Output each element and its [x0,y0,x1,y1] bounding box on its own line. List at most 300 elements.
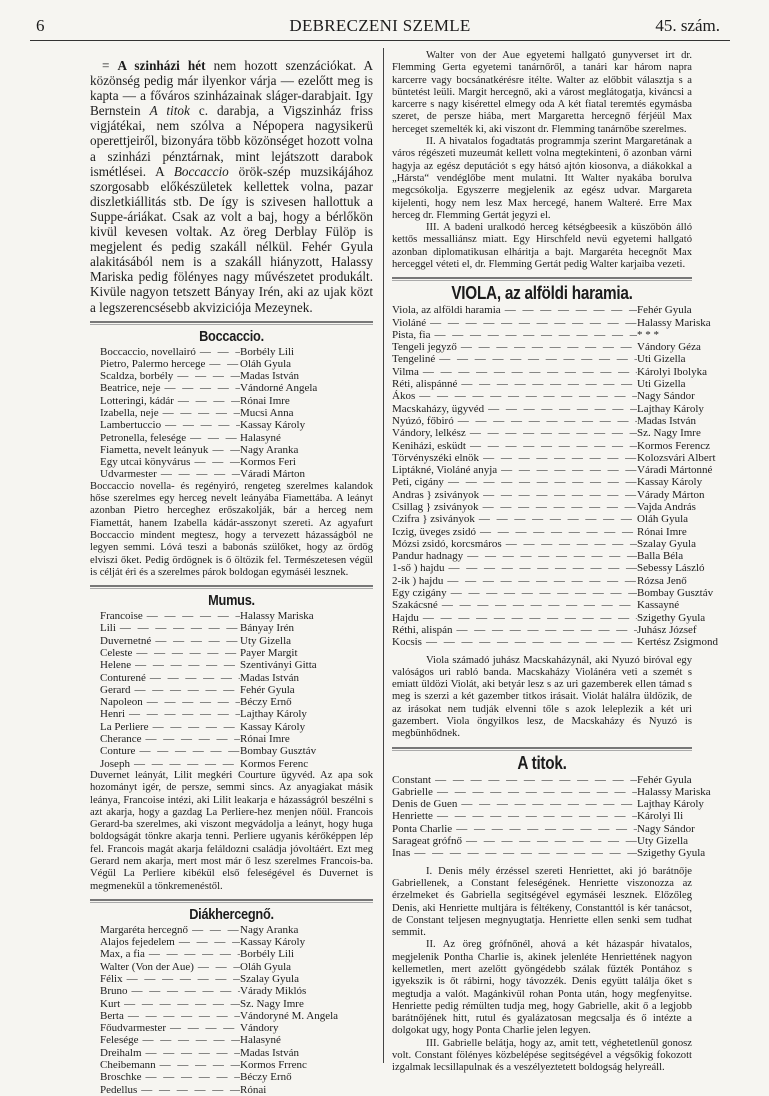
cast-actor: Kassay Károly [240,419,306,432]
cast-role-wrap [100,948,240,960]
leader-dashes [131,684,240,696]
right-column [392,50,718,1075]
leader-dashes [157,468,240,480]
cast-row [100,708,373,720]
viola-synopsis: Viola számadó juhász Macskaházynál, aki Nyuzó biróval egy valóságos uri rabló banda. Macskaházy Violánéra veti a szemét s emiatt üldözi Violát, aki betyár lesz s az uri gazemberek ellen támad s meg is szerzi a két gazember titkos irásait. Violát halálra üldözik, de az irásokat nem tudják elvenni tőle s azok leleplezik a két uri gazembert. Viola öngyilkos lesz, de Macskaházy és Nyuzó is megbünhődnek. [392,654,692,740]
cast-actor: Madas István [240,370,299,383]
diak-synopsis-act2: II. A hivatalos fogadtatás programmja szerint Margaretának a város régészeti muzeumát kellett volna megtekinteni, ő azonban várni hagyja az egész deputációt s egy hátsó ajtón kiosonva, a diákokkal a „Hársta“ vendéglőbe ment mulatni. Itt Walter nyakába borulva megcsókolja. Egyszerre megjelenik az egész udvar. Margareta kijelenti, hogy nem lesz Max hercegé, hanem Walteré. Erre Max herceg dr. Flemming Gertát jegyzi el. [392,136,692,221]
cast-row [100,684,373,696]
leader-dashes [116,622,240,634]
cast-role: Hajdu [392,611,419,624]
cast-row [100,1022,373,1034]
cast-row [392,611,706,624]
cast-actor: Kormos Frrenc [240,1059,307,1072]
cast-actor: Szalay Gyula [240,972,299,985]
leader-dashes [132,647,240,659]
cast-role: Félix [100,972,123,985]
cast-actor: Nagy Sándor [637,390,695,403]
cast-row [392,526,692,538]
viola-title: VIOLA, az alföldi haramia. [451,283,633,304]
cast-role-wrap [392,835,637,847]
cast-role: Egy utcai könyvárus [100,456,191,469]
cast-row [392,464,713,477]
diakhercegno-title: Diákhercegnő. [189,905,274,923]
leader-dashes [457,378,637,390]
leader-dashes [128,985,241,997]
leader-dashes [145,948,240,960]
cast-actor: Szigethy Gyula [637,847,706,860]
cast-role: Főudvarmester [100,1022,166,1035]
cast-role-wrap [392,415,637,427]
cast-actor: Nagy Aranka [240,443,299,456]
cast-actor: Béczy Ernő [240,1071,292,1084]
cast-role-wrap [100,684,240,696]
cast-role-wrap [392,329,637,341]
cast-actor: Oláh Gyula [637,513,689,526]
cast-row [392,304,692,316]
cast-role: Boccaccio, novellairó [100,345,196,358]
cast-role: Broschke [100,1071,142,1084]
cast-role: Scaldza, borbély [100,370,174,383]
titok-synopsis-act3: III. Gabrielle belátja, hogy az, amit tett, véghetetlenül gonosz volt. Constant fölényes közbelépése segitségével a végsőkig fokozott izgalmak lecsillapulnak és a veszélyeztetett boldogság helyreáll. [392,1037,692,1074]
cast-role-wrap [100,1022,240,1034]
cast-row [392,623,697,636]
cast-row [392,427,701,440]
leader-dashes [457,798,637,810]
cast-row [100,985,373,997]
cast-role: 2-ik ) hajdu [392,574,444,587]
cast-actor: Madas István [240,671,299,684]
cast-actor: Szentiványi Gitta [240,659,317,672]
cast-actor: Kormos Ferenc [240,757,309,770]
cast-role: Pedellus [100,1083,138,1096]
cast-role-wrap [100,635,240,647]
mumus-title: Mumus. [208,592,255,610]
cast-actor: Vándorné Angela [240,382,318,395]
cast-actor: Vándory [240,1022,279,1035]
leader-dashes [159,407,240,419]
leader-dashes [479,452,637,464]
cast-actor: Nagy Aranka [240,923,299,936]
cast-role-wrap [392,476,637,488]
leader-dashes [453,624,638,636]
cast-role-wrap [392,810,637,822]
cast-role-wrap [100,672,240,684]
leader-dashes [431,329,638,341]
cast-row [100,444,373,456]
cast-role-wrap [392,624,637,636]
cast-row [392,774,692,786]
cast-role: Vándory, lelkész [392,427,466,440]
cast-row [100,696,373,708]
cast-role: Vilma [392,365,419,378]
intro-title-boccaccio: Boccaccio [173,163,229,179]
leader-dashes [479,501,637,513]
cast-role: Egy czigány [392,587,447,600]
cast-role-wrap [392,501,637,513]
column-divider [383,48,384,1063]
cast-actor: Vajda András [637,501,696,513]
cast-role: Henriette [392,810,433,823]
theater-week-intro [90,58,373,315]
cast-role: Kurt [100,997,121,1010]
page-number: 6 [36,16,45,35]
leader-dashes [161,419,240,431]
cast-actor: Szigethy Gyula [637,611,706,624]
mumus-synopsis: Duvernet leányát, Lilit megkéri Courture ügyvéd. Az apa sok hozományt igér, de persze, semmi sincs. Az anyagiakat másik leánya, Francoise intézi, aki Lilit leakarja e házasságról beszélni s azt akarja, hogy a gazdag La Perliere-hez menjen nőül. Francois Gerard-ba szerelmes, aki viszont megvádolja a leányt, hogy huga boldogságát tönkre akarja tenni. Perliere ugyanis kérőképpen lép fel. Francois magát akarja feláldozni családja jóvoltáért. Ezt meg Gerard nem akarja, mert most már ő lesz szerelmes Francois-ba. Végül La Perliere kibékül első feleségével és Duvernet is megmenekül a tönkremenéstől. [90,769,373,892]
cast-row [100,1047,373,1059]
cast-role: Mózsi zsidó, korcsmáros [392,537,502,550]
cast-role-wrap [392,798,637,810]
cast-role: Keniházi, esküdt [392,439,466,452]
leader-dashes [454,415,637,427]
leader-dashes [175,936,240,948]
cast-actor: Fehér Gyula [637,773,692,786]
leader-dashes [426,317,637,329]
cast-actor: Rónai Imre [240,733,290,746]
cast-role: Pandur hadnagy [392,550,464,563]
cast-actor: Sz. Nagy Imre [637,427,701,440]
cast-role-wrap [100,745,240,757]
leader-dashes [435,353,637,365]
intro-text-3: örök-szép muzsikájához szorgosabb előkészületek kellettek volna, pazar diszletkiállitás stb. De így is szivesen hallottuk a Suppe-áriákat. Csak az volt a baj, hogy a bérlőkön kivül kevesen voltak. Az öreg Derblay Fülöp is megjelent és pedig szakáll nélkül. Fehér Gyula alakitásából nem is a szakáll hiányzott, Halassy Mariska pedig fölényes nagy művészetet produkált. Kivüle nagyon tetszett Bányay Irén, aki az ujak közt a legszerencsésebb akviziciója Mezeynek. [90,163,373,315]
cast-actor: Payer Margit [240,646,298,659]
cast-role: Réthi, alispán [392,623,453,636]
cast-role-wrap [100,924,240,936]
leader-dashes [484,403,637,415]
leader-dashes [188,924,240,936]
cast-role-wrap [392,341,637,353]
leader-dashes [452,823,637,835]
cast-row [392,587,714,600]
cast-role: Csillag } zsiványok [392,501,479,513]
cast-role-wrap [100,973,240,985]
cast-role-wrap [100,346,240,358]
cast-row [392,378,692,390]
cast-row [100,407,373,419]
leader-dashes [174,395,240,407]
cast-role-wrap [392,575,637,587]
cast-role: Cherance [100,733,142,746]
cast-row [392,451,716,464]
cast-role: Ponta Charlie [392,822,453,835]
leader-dashes [419,612,637,624]
boccaccio-cast-list [90,346,373,481]
cast-actor: Váradi Mártonné [637,464,713,477]
cast-row [392,847,706,860]
leader-dashes [190,456,240,468]
cast-role-wrap [100,961,240,973]
cast-role: Szakácsné [392,599,438,612]
leader-dashes [124,1010,240,1022]
cast-row [100,1084,373,1096]
leader-dashes [419,366,637,378]
cast-actor: Bombay Gusztáv [637,587,714,600]
cast-role: Macskaházy, ügyvéd [392,402,485,415]
cast-role: Pietro, Palermo hercege [100,357,206,370]
cast-actor: Kormos Feri [240,456,296,469]
cast-row [392,329,692,341]
cast-row [100,468,373,480]
cast-role: Conture [100,745,136,758]
leader-dashes [173,370,240,382]
cast-actor: Sz. Nagy Imre [240,997,304,1010]
cast-role-wrap [100,1010,240,1022]
leader-dashes [466,440,637,452]
leader-dashes [445,562,637,574]
cast-role-wrap [100,407,240,419]
leader-dashes [443,575,637,587]
cast-actor: Kassay Károly [240,936,306,949]
cast-actor: Vándoryné M. Angela [240,1009,339,1022]
cast-role-wrap [392,774,637,786]
section-rule [90,321,373,325]
cast-row [392,390,695,403]
cast-role: Helene [100,659,132,672]
cast-row [100,382,373,394]
cast-role-wrap [392,562,637,574]
cast-role: Iczig, üveges zsidó [392,525,476,538]
leader-dashes [447,587,637,599]
cast-role: Francoise [100,610,143,623]
leader-dashes [138,1034,240,1046]
cast-role-wrap [100,395,240,407]
cast-role-wrap [100,1047,240,1059]
cast-actor: Kormos Ferencz [637,439,711,452]
cast-role: Gerard [100,683,131,696]
cast-role: Petronella, felesége [100,431,187,444]
cast-role: Ákos [392,390,416,403]
cast-actor: Mucsi Anna [240,406,294,419]
cast-row [100,998,373,1010]
cast-row [100,395,373,407]
cast-actor: Kertész Zsigmond [637,636,718,649]
cast-role: Alajos fejedelem [100,936,175,949]
cast-role-wrap [392,599,637,611]
leader-dashes [462,835,637,847]
cast-actor: Oláh Gyula [240,960,292,973]
cast-role: Réti, alispánné [392,378,458,391]
leader-dashes [438,599,637,611]
cast-role-wrap [392,317,637,329]
cast-actor: Halasyné [240,431,281,444]
cast-actor: Bombay Gusztáv [240,745,317,758]
leader-dashes [466,427,637,439]
section-rule [90,585,373,589]
cast-actor: Lajthay Károly [240,708,307,721]
leader-dashes [156,1059,240,1071]
cast-row [100,358,373,370]
leader-dashes [415,390,637,402]
header-rule [30,40,730,41]
cast-role: Henri [100,708,126,721]
cast-row [100,672,373,684]
cast-role: Andras } zsiványok [392,488,480,501]
cast-row [100,346,373,358]
cast-row [100,659,373,671]
cast-row [392,822,695,835]
cast-role-wrap [100,758,240,770]
cast-row [100,456,373,468]
cast-row [100,622,373,634]
cast-role-wrap [100,733,240,745]
cast-actor: * * * [637,328,659,341]
cast-role-wrap [392,304,637,316]
cast-row [100,973,373,985]
leader-dashes [130,758,240,770]
cast-role: Izabella, neje [100,406,159,419]
cast-actor: Kassayné [637,599,680,612]
cast-role-wrap [100,985,240,997]
cast-role: Czifra } zsiványok [392,513,475,526]
leader-dashes [444,476,637,488]
cast-role: Kocsis [392,636,422,649]
leader-dashes [502,538,637,550]
leader-dashes [463,550,637,562]
cast-actor: Uty Gizella [637,835,689,848]
cast-role-wrap [100,696,240,708]
cast-actor: Halassy Mariska [240,610,314,623]
cast-role: Lambertuccio [100,419,162,432]
leader-dashes [476,526,637,538]
cast-role-wrap [392,378,637,390]
cast-role: Felesége [100,1034,139,1047]
cast-role-wrap [100,721,240,733]
cast-role-wrap [100,456,240,468]
cast-actor: Borbély Lili [240,948,295,961]
cast-actor: Rónai Imre [637,525,687,538]
cast-role: Cheibemann [100,1059,156,1072]
leader-dashes [196,346,240,358]
intro-title-titok: A titok [149,103,190,119]
cast-row [392,835,692,847]
cast-actor: Balla Béla [637,550,684,563]
leader-dashes [205,358,240,370]
cast-role: Peti, cigány [392,476,444,489]
cast-role-wrap [392,526,637,538]
cast-row [100,370,373,382]
cast-actor: Madas István [240,1046,299,1059]
issue-number: 45. szám. [655,16,720,35]
cast-role: Liptákné, Violáné anyja [392,464,498,477]
cast-actor: Kassay Károly [637,476,703,489]
cast-role-wrap [100,444,240,456]
page-header [30,10,730,36]
leader-dashes [160,382,240,394]
mumus-cast-list [90,610,373,770]
cast-actor: Oláh Gyula [240,357,292,370]
cast-actor: Kassay Károly [240,720,306,733]
leader-dashes [151,635,240,647]
leader-dashes [143,696,240,708]
cast-role: Viola, az alföldi haramia [392,304,501,317]
cast-actor: Sebessy László [637,562,705,575]
leader-dashes [142,1071,240,1083]
leader-dashes [149,721,240,733]
cast-actor: Károlyi Ibolyka [637,365,707,378]
cast-role-wrap [392,612,637,624]
cast-role: Nyúzó, főbiró [392,414,454,427]
cast-role: Max, a fia [100,948,145,961]
cast-row [100,948,373,960]
cast-role: Gabrielle [392,785,433,798]
cast-role-wrap [392,847,637,859]
cast-role: Dreihalm [100,1046,142,1059]
leader-dashes [497,464,637,476]
cast-row [392,365,707,378]
leader-dashes [146,672,240,684]
cast-role: Pista, fia [392,328,431,341]
cast-row [392,513,692,525]
cast-row [392,476,703,489]
leader-dashes [131,659,240,671]
diak-synopsis-act3: III. A badeni uralkodó herceg kétségbeesik a küszöbön álló kettős messalliánsz miatt. Egy Hirschfeld nevü egyetemi hallgató azonban diplomatikusan elháritja a bajt. Margaréta hecegnőt Max herceggel véteti el, dr. Flemming Gertát pedig Walter karjaiba vezeti. [392,222,692,271]
cast-role-wrap [100,432,240,444]
cast-row [100,1071,373,1083]
cast-role: Napoleon [100,696,143,709]
leader-dashes [143,610,240,622]
cast-role: Tengeli jegyző [392,341,457,354]
section-rule [90,899,373,903]
cast-row [100,1059,373,1071]
cast-role: Fiametta, nevelt leányuk [100,443,209,456]
leader-dashes [501,304,637,316]
section-rule [392,277,692,281]
cast-role: 1-ső ) hajdu [392,562,445,575]
cast-role: Törvényszéki elnök [392,451,480,464]
cast-actor: Fehér Gyula [240,683,295,696]
cast-row [100,936,373,948]
cast-row [100,647,373,659]
cast-actor: Borbély Lili [240,345,295,358]
left-column [90,50,373,1096]
intro-text-2: c. darabja, a Vigszinház friss vigjátékai, nem szólva a Népopera nagysikerü operettjeiről, bizonyára több közönséget hozott volna a szinházi pénztárnak, mint lejátszott darabok ismétlései. A [90,103,374,179]
cast-actor: Madas István [637,414,696,427]
cast-role: Lili [100,622,116,635]
cast-row [392,316,711,329]
cast-row [392,537,696,550]
cast-row [392,439,711,452]
cast-actor: Bányay Irén [240,622,295,635]
cast-actor: Várady Miklós [240,985,307,998]
cast-role-wrap [392,489,637,501]
cast-role: Sarageat grófnő [392,835,462,848]
cast-role: Beatrice, neje [100,382,161,395]
cast-row [100,1034,373,1046]
leader-dashes [125,708,240,720]
leader-dashes [186,432,240,444]
cast-actor: Rónai Imre [240,394,290,407]
leader-dashes [166,1022,240,1034]
cast-actor: Fehér Gyula [637,304,692,317]
cast-actor: Várady Márton [637,488,705,501]
cast-role: Udvarmester [100,468,157,481]
diak-synopsis-act1: Walter von der Aue egyetemi hallgató gunyverset irt dr. Flemming Gerta egyetemi tanárnőről, a tanári kar három napra karcerre vagy bocsánatkérésre itélte. Walter az előbbit választja s a büntetést leüli. Margit hercegnő, aki a várost meglátogatja, kiváncsi a karcerre s nagy kisérettel elmegy oda A két fiatal teremtés egymásba szeret, de persze hiába, mert Margaretta hercegnő férjéül Max herceget szemelték ki, aki viszont dr. Flemming tanárnőbe szerelmes. [392,50,692,135]
cast-actor: Uti Gizella [637,378,686,391]
leader-dashes [137,1084,240,1096]
cast-row [392,599,692,611]
cast-actor: Halassy Mariska [637,785,711,798]
cast-role: Conturené [100,671,146,684]
cast-role-wrap [392,550,637,562]
leader-dashes [433,786,637,798]
cast-role-wrap [100,1084,240,1096]
cast-row [392,341,701,354]
cast-role: Denis de Guen [392,798,458,811]
cast-role-wrap [100,610,240,622]
leader-dashes [142,733,240,745]
cast-actor: Halasyné [240,1034,281,1047]
